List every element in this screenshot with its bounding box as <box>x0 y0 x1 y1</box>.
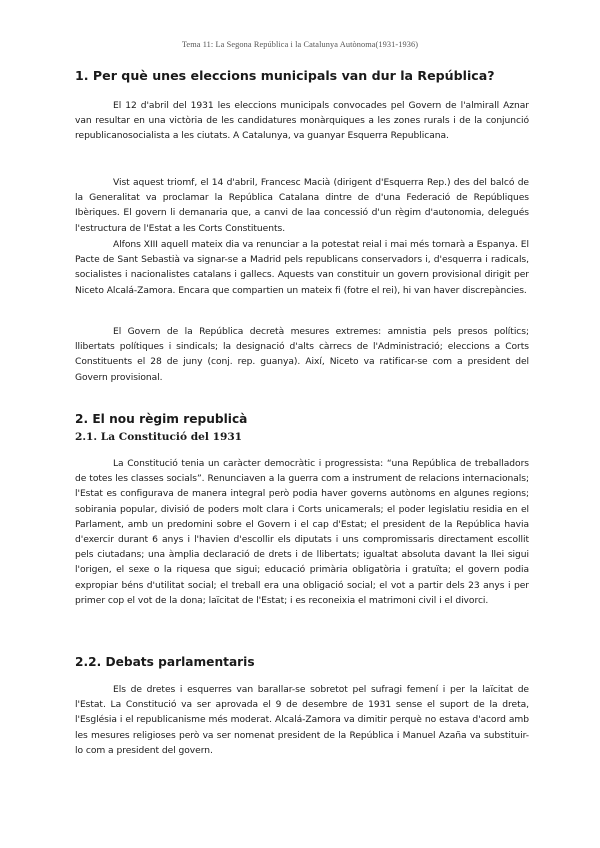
section-1-paragraph-4: El Govern de la República decretà mesures extremes: amnistia pels presos polítics; llibertats polítiques i sindicals; la designació d'alts càrrecs de l'Administració; eleccions a Corts Constituents el 28 de juny (conj. rep. guanya). Així, Niceto va ratificar-se com a president del Govern provisional. <box>75 327 529 383</box>
section-2-heading: 2. El nou règim republicà <box>75 412 248 426</box>
section-2-1-heading: 2.1. La Constitució del 1931 <box>75 431 243 443</box>
running-header: Tema 11: La Segona República i la Catalunya Autònoma(1931-1936) <box>181 40 419 49</box>
section-2-1-paragraph: La Constitució tenia un caràcter democràtic i progressista: “una República de treballadors de totes les classes socials”. Renunciaven a la guerra com a instrument de relacions internacionals; l'Estat es configurava de manera integral però podia haver governs autònoms en algunes regions; sobirania popular, divisió de poders molt clara i Corts unicamerals; el poder legislatiu residia en el Parlament, amb un predomini sobre el Govern i el cap d'Estat; el president de la República havia d'exercir durant 6 anys i l'havien d'escollir els diputats i uns compromissaris directament escollit pels ciutadans; una àmplia declaració de drets i de llibertats; igualtat absoluta davant la llei sigui l'origen, el sexe o la riquesa que sigui; educació primària obligatòria i gratuïta; el govern podia expropiar béns d'utilitat social; el treball era una obligació social; el vot a partir dels 23 anys i per primer cop el vot de la dona; laïcitat de l'Estat; i es reconeixia el matrimoni civil i el divorci. <box>75 459 529 606</box>
section-2-2-heading: 2.2. Debats parlamentaris <box>75 655 255 669</box>
section-1-paragraph-1: El 12 d'abril del 1931 les eleccions municipals convocades pel Govern de l'almirall Aznar van resultar en una victòria de les candidatures monàrquiques a les zones rurals i de la conjunció republicanosocialista a les ciutats. A Catalunya, va guanyar Esquerra Republicana. <box>75 101 529 142</box>
section-2-2-paragraph: Els de dretes i esquerres van barallar-se sobretot pel sufragi femení i per la laïcitat de l'Estat. La Constitució va ser aprovada el 9 de desembre de 1931 sense el suport de la dreta, l'Església i el republicanisme més moderat. Alcalá-Zamora va dimitir perquè no estava d'acord amb les mesures religioses però va ser nomenat president de la República i Manuel Azaña va substituir-lo com a president del govern. <box>75 685 529 756</box>
section-1-paragraph-3: Alfons XIII aquell mateix dia va renunciar a la potestat reial i mai més tornarà a Espanya. El Pacte de Sant Sebastià va signar-se a Madrid pels republicans conservadors i, d'esquerra i radicals, socialistes i nacionalistes catalans i gallecs. Aquests van constituir un govern provisional dirigit per Niceto Alcalá-Zamora. Encara que compartien un mateix fi (fotre el rei), hi van haver discrepàncies. <box>75 240 529 296</box>
section-1-paragraph-2: Vist aquest triomf, el 14 d'abril, Francesc Macià (dirigent d'Esquerra Rep.) des del balcó de la Generalitat va proclamar la República Catalana dintre de d'una Federació de Repúbliques Ibèriques. El govern li demanaria que, a canvi de laa concessió d'un règim d'autonomia, delegués l'estructura de l'Estat a les Corts Constituents. <box>75 178 529 234</box>
section-1-heading: 1. Per què unes eleccions municipals van dur la República? <box>75 68 495 83</box>
